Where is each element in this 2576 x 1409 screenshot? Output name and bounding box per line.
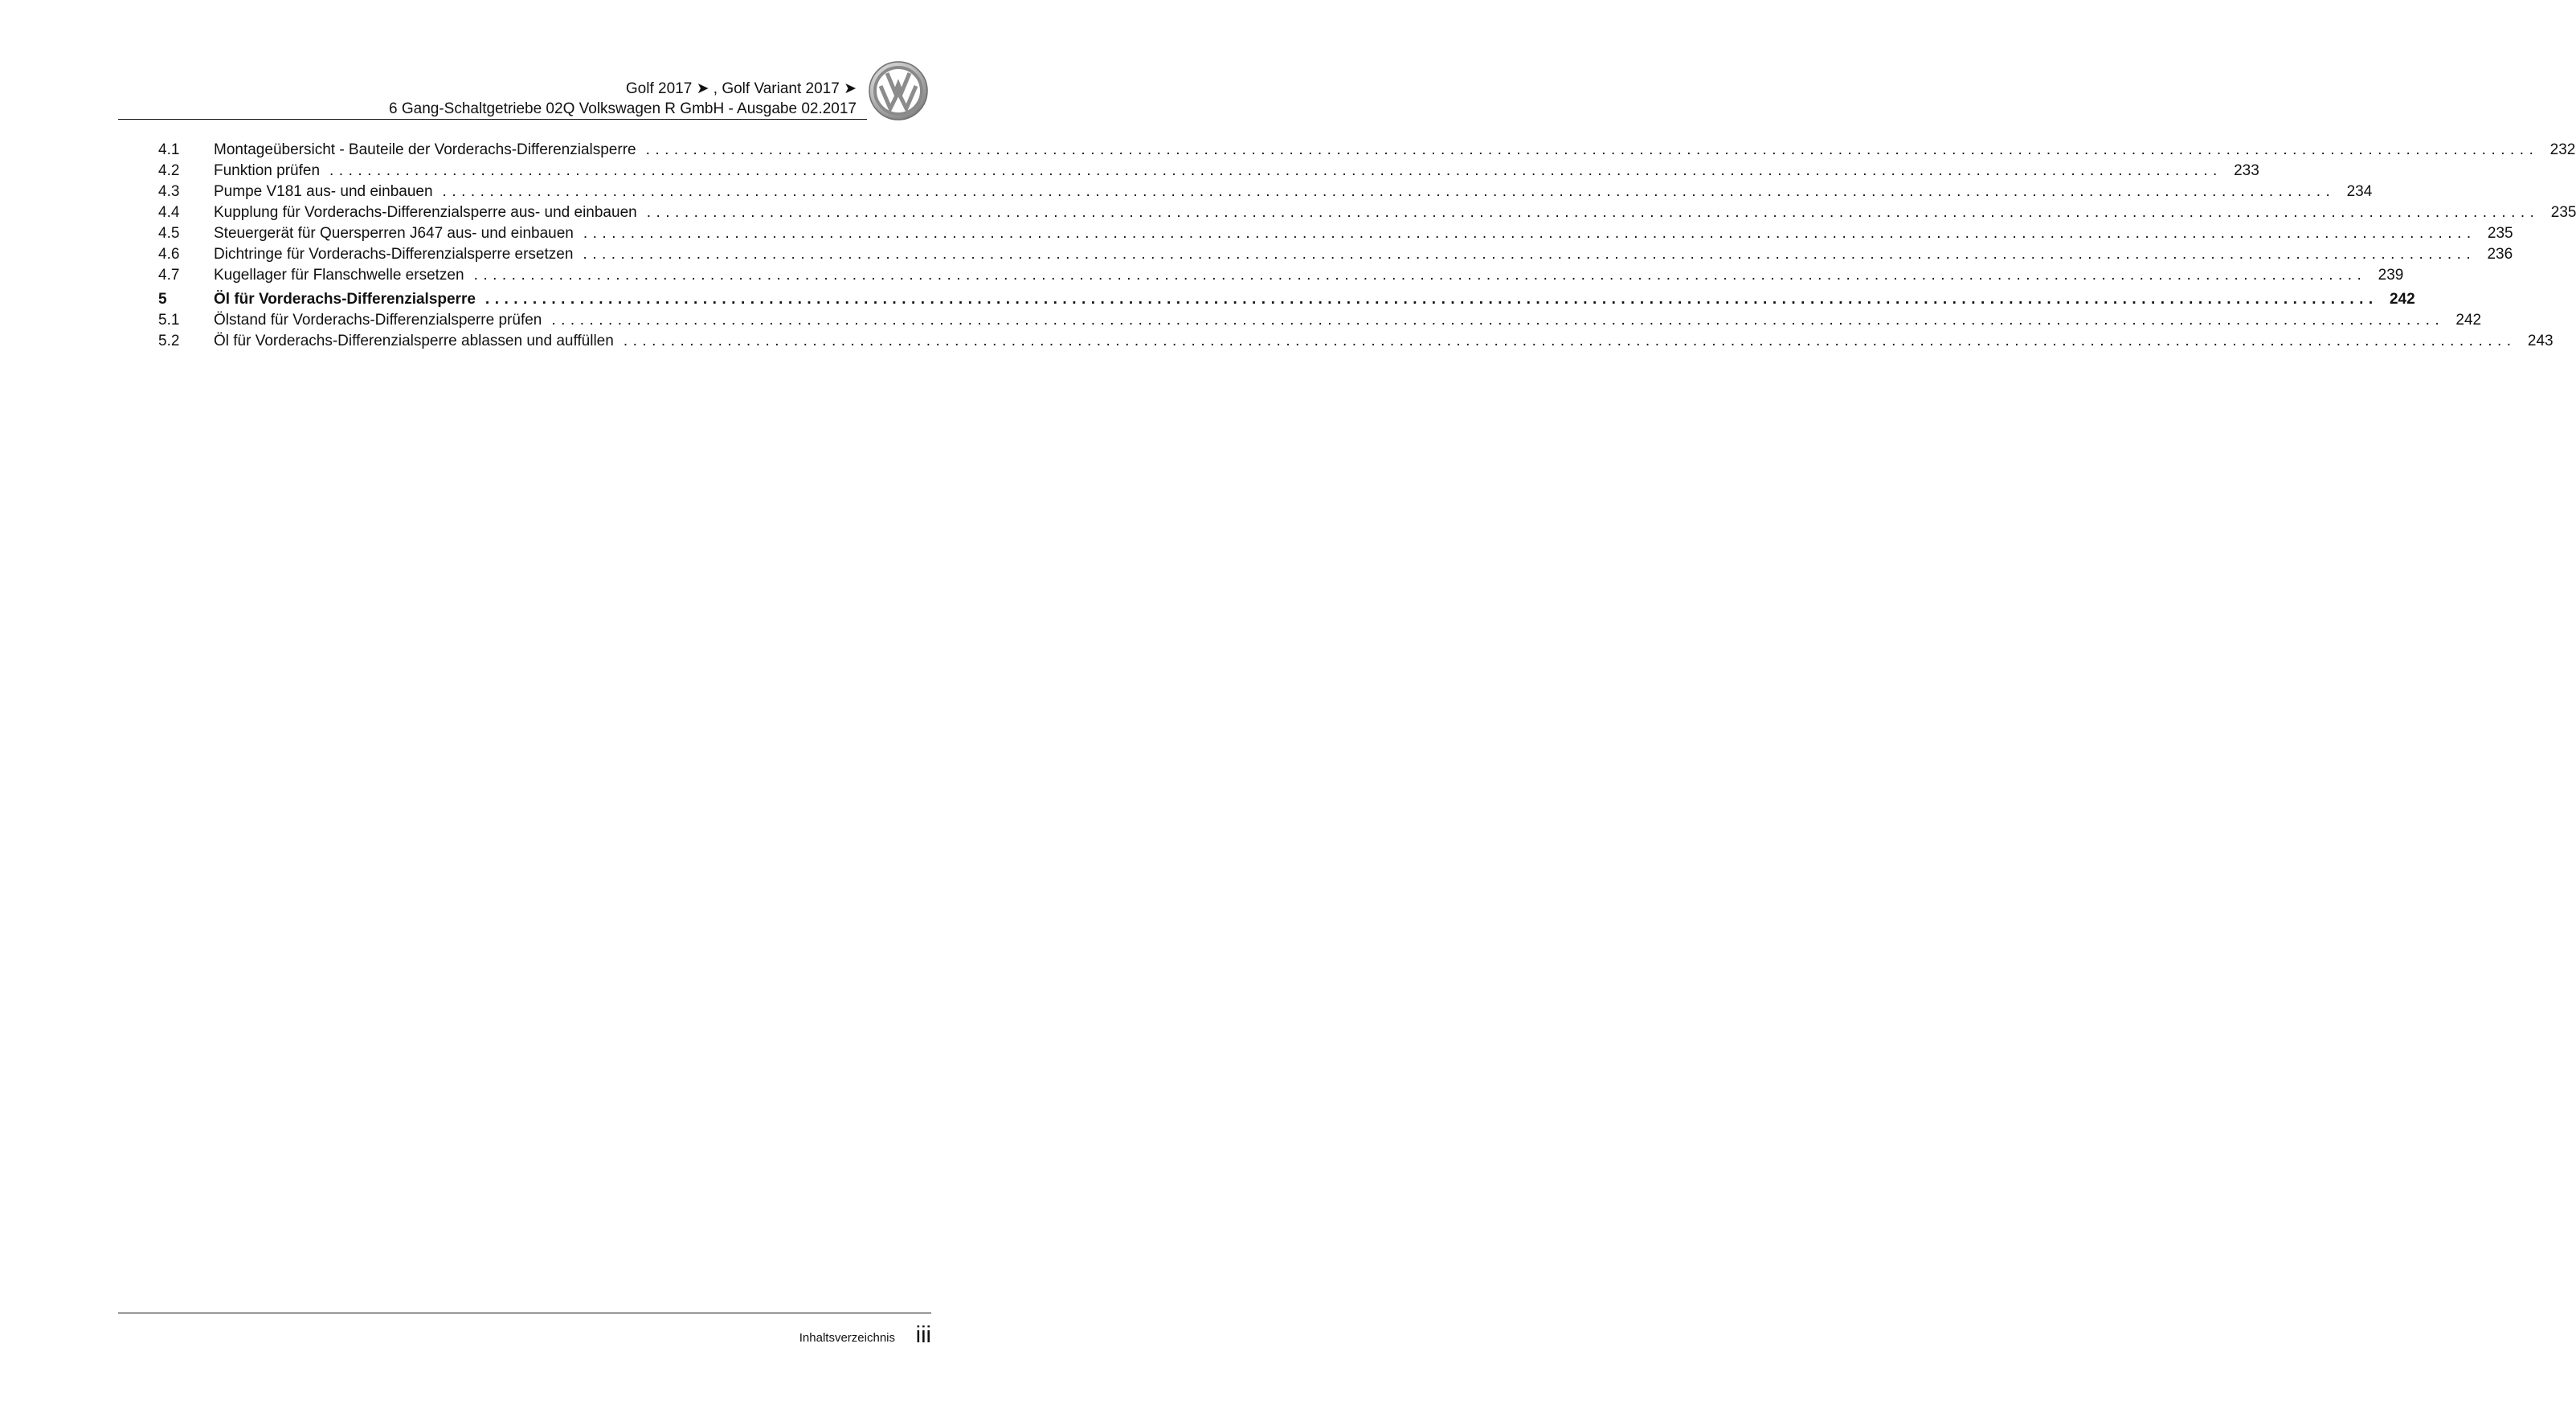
toc-entry[interactable] bbox=[158, 161, 2259, 182]
toc-entry[interactable] bbox=[158, 140, 2576, 161]
toc-entry[interactable] bbox=[158, 182, 2373, 202]
dot-leader: ........................................................................................................................................................................................................ bbox=[623, 333, 2517, 349]
header-subtitle: 6 Gang-Schaltgetriebe 02Q Volkswagen R GmbH - Ausgabe 02.2017 bbox=[389, 100, 857, 117]
toc-entry-title: Kupplung für Vorderachs-Differenzialsperre aus- und einbauen bbox=[214, 202, 647, 223]
dot-leader: ........................................................................................................................................................................................................ bbox=[473, 267, 2367, 284]
toc-entry-page: 233 bbox=[2234, 162, 2259, 179]
toc-entry-page: 232 bbox=[2549, 141, 2576, 158]
toc-entry-number: 4.2 bbox=[158, 162, 180, 179]
toc-entry-number: 4.6 bbox=[158, 246, 180, 263]
toc-entry-number: 4.1 bbox=[158, 141, 180, 158]
header-title: Golf 2017 ➤ , Golf Variant 2017 ➤ bbox=[625, 80, 857, 97]
toc-entry-page: 236 bbox=[2487, 246, 2513, 263]
toc-chapter-entry[interactable] bbox=[158, 289, 2415, 310]
dot-leader: ........................................................................................................................................................................................................ bbox=[485, 291, 2378, 308]
toc-entry-number: 4.4 bbox=[158, 204, 180, 221]
toc-entry-title: Ölstand für Vorderachs-Differenzialsperre prüfen bbox=[214, 310, 551, 331]
toc-entry-number: 4.3 bbox=[158, 183, 180, 200]
toc-entry-number: 5.2 bbox=[158, 333, 180, 349]
volkswagen-logo-icon bbox=[868, 60, 929, 121]
dot-leader: ........................................................................................................................................................................................................ bbox=[442, 183, 2336, 200]
toc-entry[interactable] bbox=[158, 202, 2576, 223]
footer-section-label: Inhaltsverzeichnis bbox=[799, 1331, 895, 1345]
table-of-contents bbox=[158, 140, 2576, 352]
toc-entry[interactable] bbox=[158, 265, 2404, 286]
toc-entry-title: Öl für Vorderachs-Differenzialsperre bbox=[214, 289, 485, 310]
toc-entry-page: 235 bbox=[2487, 225, 2513, 242]
header-divider bbox=[118, 119, 867, 120]
toc-entry-page: 235 bbox=[2550, 204, 2576, 221]
toc-entry-title: Montageübersicht - Bauteile der Vorderachs-Differenzialsperre bbox=[214, 140, 646, 161]
toc-entry-title: Dichtringe für Vorderachs-Differenzialsperre ersetzen bbox=[214, 244, 583, 265]
toc-entry-number: 5.1 bbox=[158, 312, 180, 329]
dot-leader: ........................................................................................................................................................................................................ bbox=[583, 225, 2476, 242]
toc-entry-title: Steuergerät für Quersperren J647 aus- und einbauen bbox=[214, 223, 583, 244]
toc-entry[interactable] bbox=[158, 310, 2482, 331]
toc-entry-number: 4.7 bbox=[158, 267, 180, 284]
toc-entry-title: Pumpe V181 aus- und einbauen bbox=[214, 182, 443, 202]
toc-entry-page: 239 bbox=[2378, 267, 2404, 284]
toc-entry-number: 5 bbox=[158, 291, 167, 308]
toc-entry-page: 243 bbox=[2527, 333, 2554, 349]
toc-entry[interactable] bbox=[158, 223, 2513, 244]
dot-leader: ........................................................................................................................................................................................................ bbox=[583, 246, 2476, 263]
toc-entry-title: Kugellager für Flanschwelle ersetzen bbox=[214, 265, 474, 286]
toc-entry-title: Öl für Vorderachs-Differenzialsperre ablassen und auffüllen bbox=[214, 331, 624, 352]
toc-entry-title: Funktion prüfen bbox=[214, 161, 329, 182]
dot-leader: ........................................................................................................................................................................................................ bbox=[645, 141, 2539, 158]
dot-leader: ........................................................................................................................................................................................................ bbox=[646, 204, 2540, 221]
toc-entry[interactable] bbox=[158, 244, 2513, 265]
toc-entry-number: 4.5 bbox=[158, 225, 180, 242]
footer-page-number: iii bbox=[915, 1322, 931, 1348]
toc-entry-page: 242 bbox=[2455, 312, 2482, 329]
toc-entry-page: 242 bbox=[2389, 291, 2415, 308]
toc-entry-page: 234 bbox=[2346, 183, 2373, 200]
dot-leader: ........................................................................................................................................................................................................ bbox=[329, 162, 2222, 179]
toc-entry[interactable] bbox=[158, 331, 2554, 352]
dot-leader: ........................................................................................................................................................................................................ bbox=[551, 312, 2445, 329]
